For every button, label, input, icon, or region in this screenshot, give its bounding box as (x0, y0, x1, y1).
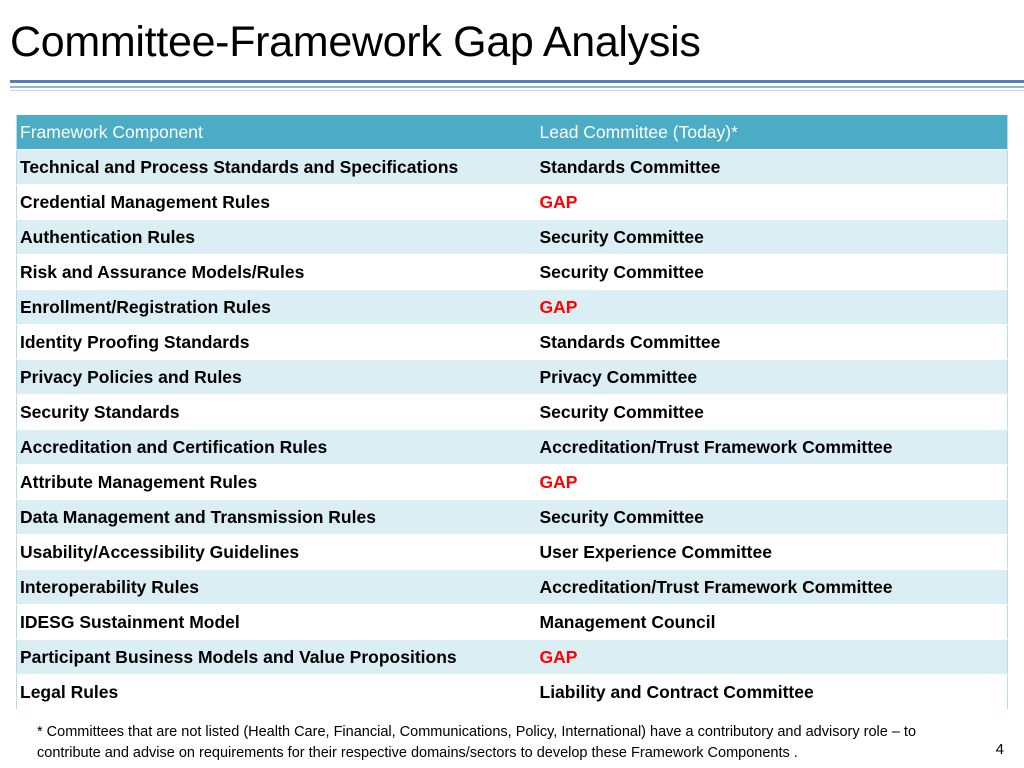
framework-component-cell: Attribute Management Rules (17, 465, 537, 500)
framework-component-cell: Authentication Rules (17, 220, 537, 255)
framework-component-cell: Participant Business Models and Value Propositions (17, 640, 537, 675)
footnote (37, 722, 997, 764)
lead-committee-cell: Standards Committee (537, 325, 1008, 360)
title-divider-primary (10, 80, 1024, 83)
table-row (17, 605, 1008, 640)
title-divider-tertiary (10, 90, 1024, 91)
table-row (17, 640, 1008, 675)
lead-committee-cell: Standards Committee (537, 150, 1008, 185)
framework-component-cell: Credential Management Rules (17, 185, 537, 220)
table-row (17, 150, 1008, 185)
lead-committee-cell: Liability and Contract Committee (537, 675, 1008, 710)
lead-committee-cell: Privacy Committee (537, 360, 1008, 395)
framework-component-cell: Technical and Process Standards and Specifications (17, 150, 537, 185)
gap-cell: GAP (537, 185, 1008, 220)
title-divider-secondary (10, 86, 1024, 88)
table-row (17, 255, 1008, 290)
lead-committee-cell: Security Committee (537, 395, 1008, 430)
page-title: Committee-Framework Gap Analysis (10, 18, 701, 66)
framework-component-cell: Legal Rules (17, 675, 537, 710)
table-header-row (17, 115, 1008, 150)
framework-component-cell: IDESG Sustainment Model (17, 605, 537, 640)
table-row (17, 500, 1008, 535)
framework-component-cell: Usability/Accessibility Guidelines (17, 535, 537, 570)
table-row (17, 220, 1008, 255)
header-framework-component: Framework Component (17, 115, 537, 150)
gap-cell: GAP (537, 290, 1008, 325)
framework-component-cell: Interoperability Rules (17, 570, 537, 605)
lead-committee-cell: Accreditation/Trust Framework Committee (537, 430, 1008, 465)
lead-committee-cell: Security Committee (537, 220, 1008, 255)
page-number: 4 (995, 741, 1004, 758)
gap-cell: GAP (537, 465, 1008, 500)
gap-analysis-table (16, 114, 1008, 710)
table-row (17, 430, 1008, 465)
table-row (17, 675, 1008, 710)
framework-component-cell: Security Standards (17, 395, 537, 430)
lead-committee-cell: User Experience Committee (537, 535, 1008, 570)
table-body (17, 150, 1008, 710)
framework-component-cell: Privacy Policies and Rules (17, 360, 537, 395)
lead-committee-cell: Accreditation/Trust Framework Committee (537, 570, 1008, 605)
table-row (17, 465, 1008, 500)
table-row (17, 290, 1008, 325)
table-row (17, 325, 1008, 360)
footnote-line-1: * Committees that are not listed (Health Care, Financial, Communications, Policy, International) have a contributory and advisory role – to (37, 724, 917, 740)
framework-component-cell: Risk and Assurance Models/Rules (17, 255, 537, 290)
header-lead-committee: Lead Committee (Today)* (537, 115, 1008, 150)
table-row (17, 570, 1008, 605)
gap-cell: GAP (537, 640, 1008, 675)
framework-component-cell: Enrollment/Registration Rules (17, 290, 537, 325)
table-row (17, 185, 1008, 220)
lead-committee-cell: Security Committee (537, 255, 1008, 290)
framework-component-cell: Identity Proofing Standards (17, 325, 537, 360)
footnote-line-2: contribute and advise on requirements for their respective domains/sectors to develop these Framework Components . (37, 745, 798, 761)
table-row (17, 535, 1008, 570)
framework-component-cell: Data Management and Transmission Rules (17, 500, 537, 535)
table-row (17, 395, 1008, 430)
lead-committee-cell: Security Committee (537, 500, 1008, 535)
table-row (17, 360, 1008, 395)
lead-committee-cell: Management Council (537, 605, 1008, 640)
framework-component-cell: Accreditation and Certification Rules (17, 430, 537, 465)
